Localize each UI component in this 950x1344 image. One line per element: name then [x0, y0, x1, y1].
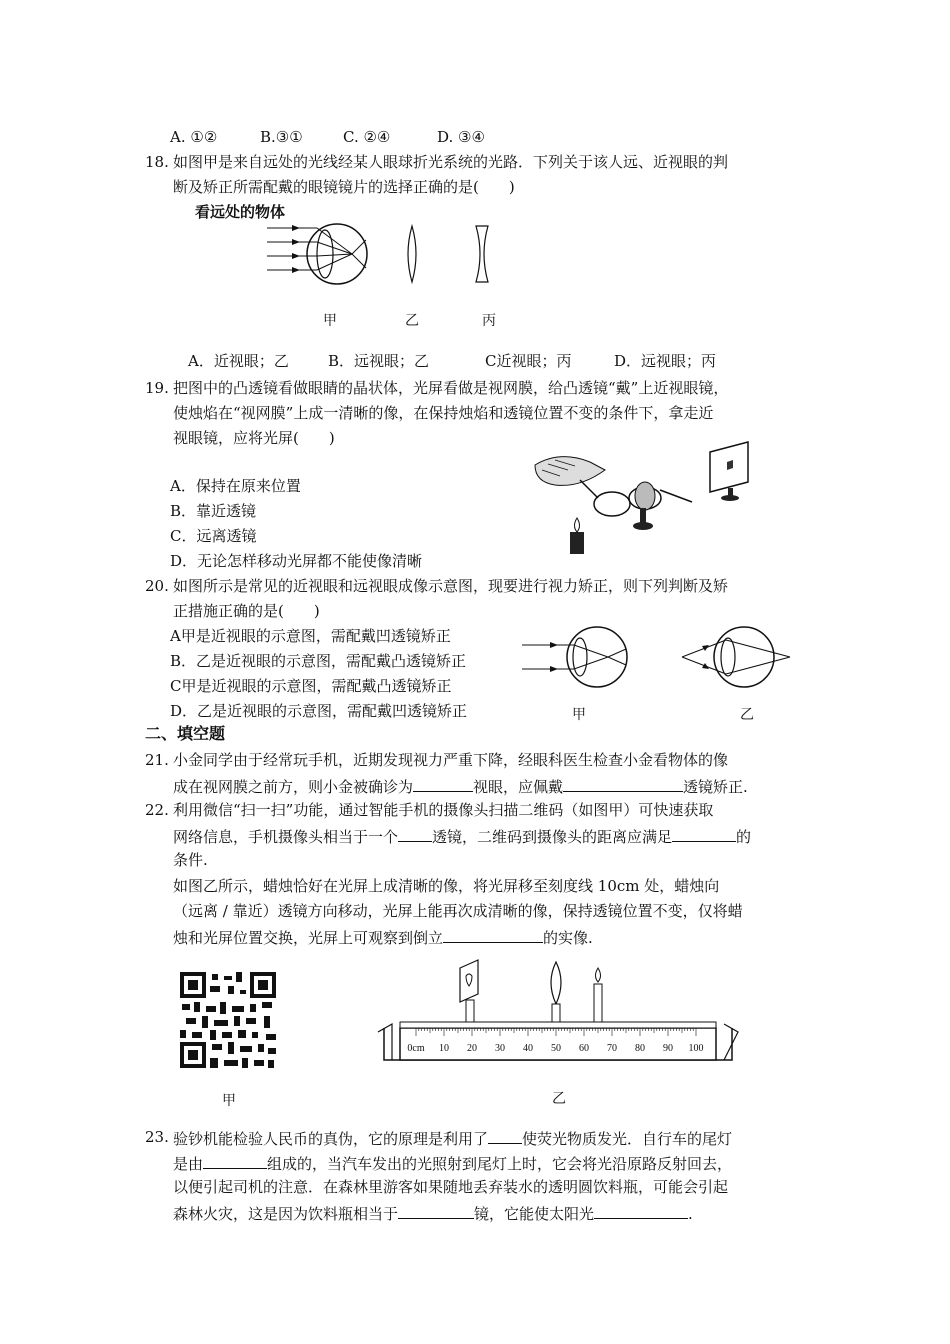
q17-option-d: D. ③④ [437, 128, 485, 146]
q19-option-a: A．保持在原来位置 [170, 477, 301, 495]
q18-option-b: B．远视眼；乙 [328, 352, 430, 370]
q18-label-yi: 乙 [405, 313, 419, 329]
q19-option-d: D．无论怎样移动光屏都不能使像清晰 [170, 552, 423, 570]
q19-line2: 使烛焰在“视网膜”上成一清晰的像，在保持烛焰和透镜位置不变的条件下，拿走近 [173, 404, 714, 422]
q19-figure [520, 440, 770, 555]
q19-option-b: B．靠近透镜 [170, 502, 257, 520]
q23-blank-1[interactable] [488, 1127, 522, 1144]
convex-lens-yi [408, 226, 416, 282]
q23-number: 23. [145, 1128, 169, 1146]
q22-number: 22. [145, 801, 169, 819]
q20-label-jia: 甲 [572, 707, 586, 723]
ruler-tick-label: 20 [467, 1043, 477, 1054]
q18-line1: 如图甲是来自远处的光线经某人眼球折光系统的光路．下列关于该人远、近视眼的判 [173, 153, 729, 171]
q23-line4 [173, 1202, 693, 1224]
q22-blank-3[interactable] [443, 926, 543, 943]
q23-text-2b: 组成的，当汽车发出的光照射到尾灯上时，它会将光沿原路反射回去， [267, 1155, 733, 1173]
q18-line2: 断及矫正所需配戴的眼镜镜片的选择正确的是( ) [173, 178, 515, 196]
q23-text-4b: 镜，它能使太阳光 [474, 1205, 595, 1223]
q23-text-1b: 使荧光物质发光．自行车的尾灯 [522, 1130, 733, 1148]
q22-line2 [173, 825, 751, 847]
q19-option-c: C．远离透镜 [170, 527, 257, 545]
q23-line2 [173, 1152, 732, 1174]
q18-figure-caption: 看远处的物体 [195, 203, 286, 221]
eye-lens [317, 230, 333, 278]
q20-number: 20. [145, 577, 169, 595]
q21-line2 [173, 775, 748, 797]
q20-option-d: D．乙是近视眼的示意图，需配戴凹透镜矫正 [170, 702, 468, 720]
ruler-tick-label: 40 [523, 1043, 533, 1054]
q22-line4: 如图乙所示，蜡烛恰好在光屏上成清晰的像，将光屏移至刻度线 10cm 处，蜡烛向 [173, 877, 720, 895]
q22-text-b: 透镜，二维码到摄像头的距离应满足 [432, 828, 673, 846]
q22-blank-2[interactable] [672, 825, 736, 842]
q18-figure-diagrams [262, 218, 522, 288]
q20-line2: 正措施正确的是( ) [173, 602, 320, 620]
q23-line3: 以便引起司机的注意．在森林里游客如果随地丢弃装水的透明圆饮料瓶，可能会引起 [173, 1178, 729, 1196]
q19-line1: 把图中的凸透镜看做眼睛的晶状体，光屏看做是视网膜，给凸透镜“戴”上近视眼镜， [173, 379, 729, 397]
q21-blank-1[interactable] [413, 775, 473, 792]
q20-line1: 如图所示是常见的近视眼和远视眼成像示意图，现要进行视力矫正，则下列判断及矫 [173, 577, 729, 595]
q18-label-bing: 丙 [482, 313, 496, 329]
q23-text-1a: 验钞机能检验人民币的真伪，它的原理是利用了 [173, 1130, 489, 1148]
q20-option-b: B．乙是近视眼的示意图，需配戴凸透镜矫正 [170, 652, 467, 670]
q21-text-a: 成在视网膜之前方，则小金被确诊为 [173, 778, 414, 796]
q17-option-b: B.③① [260, 128, 303, 146]
q19-number: 19. [145, 379, 169, 397]
q20-label-yi: 乙 [740, 707, 754, 723]
section-title: 二、填空题 [145, 724, 226, 743]
q18-number: 18. [145, 153, 169, 171]
ruler-tick-label: 90 [663, 1043, 673, 1054]
q20-option-c: C甲是近视眼的示意图，需配戴凸透镜矫正 [170, 677, 452, 695]
q20-option-a: A甲是近视眼的示意图，需配戴凹透镜矫正 [170, 627, 451, 645]
q18-option-d: D．远视眼；丙 [614, 352, 717, 370]
q22-line1: 利用微信“扫一扫”功能，通过智能手机的摄像头扫描二维码（如图甲）可快速获取 [173, 801, 714, 819]
q17-option-c: C. ②④ [343, 128, 391, 146]
q22-label-yi: 乙 [552, 1091, 566, 1107]
q22-text-6b: 的实像. [543, 929, 593, 947]
q23-line1 [173, 1127, 732, 1149]
q21-text-b: 视眼，应佩戴 [473, 778, 564, 796]
ruler-tick-label: 100 [688, 1043, 704, 1054]
qr-code-image [180, 972, 276, 1068]
q20-figure [522, 625, 802, 700]
ruler-tick-label: 60 [579, 1043, 589, 1054]
q23-text-4a: 森林火灾，这是因为饮料瓶相当于 [173, 1205, 399, 1223]
q23-text-2a: 是由 [173, 1155, 204, 1173]
ruler-tick-label: 80 [635, 1043, 645, 1054]
q18-label-jia: 甲 [323, 313, 337, 329]
concave-lens-bing [476, 226, 488, 282]
eye-outline [307, 224, 367, 284]
q21-text-c: 透镜矫正. [683, 778, 748, 796]
q22-blank-1[interactable] [398, 825, 432, 842]
optical-bench-figure [378, 960, 738, 1070]
q21-number: 21. [145, 751, 169, 769]
q23-blank-2[interactable] [203, 1152, 267, 1169]
q23-text-4c: . [688, 1205, 693, 1223]
q23-blank-4[interactable] [594, 1202, 688, 1219]
q21-line1: 小金同学由于经常玩手机，近期发现视力严重下降，经眼科医生检查小金看物体的像 [173, 751, 729, 769]
ruler-tick-label: 0cm [407, 1043, 425, 1054]
ruler-tick-label: 10 [439, 1043, 449, 1054]
q21-blank-2[interactable] [563, 775, 683, 792]
ruler-tick-label: 50 [551, 1043, 561, 1054]
q22-line3: 条件. [173, 851, 208, 869]
ruler-tick-label: 30 [495, 1043, 505, 1054]
q17-option-a: A. ①② [170, 128, 218, 146]
q18-option-c: C近视眼；丙 [485, 352, 572, 370]
q22-text-a: 网络信息，手机摄像头相当于一个 [173, 828, 399, 846]
q22-label-jia: 甲 [222, 1093, 236, 1109]
ruler-tick-label: 70 [607, 1043, 617, 1054]
q22-line6 [173, 926, 593, 948]
q22-text-6a: 烛和光屏位置交换，光屏上可观察到倒立 [173, 929, 444, 947]
q23-blank-3[interactable] [398, 1202, 474, 1219]
q19-line3: 视眼镜，应将光屏( ) [173, 429, 335, 447]
q18-option-a: A．近视眼；乙 [188, 352, 289, 370]
q22-text-c: 的 [736, 828, 752, 846]
q22-line5: （远离 / 靠近）透镜方向移动，光屏上能再次成清晰的像，保持透镜位置不变，仅将蜡 [173, 902, 743, 920]
